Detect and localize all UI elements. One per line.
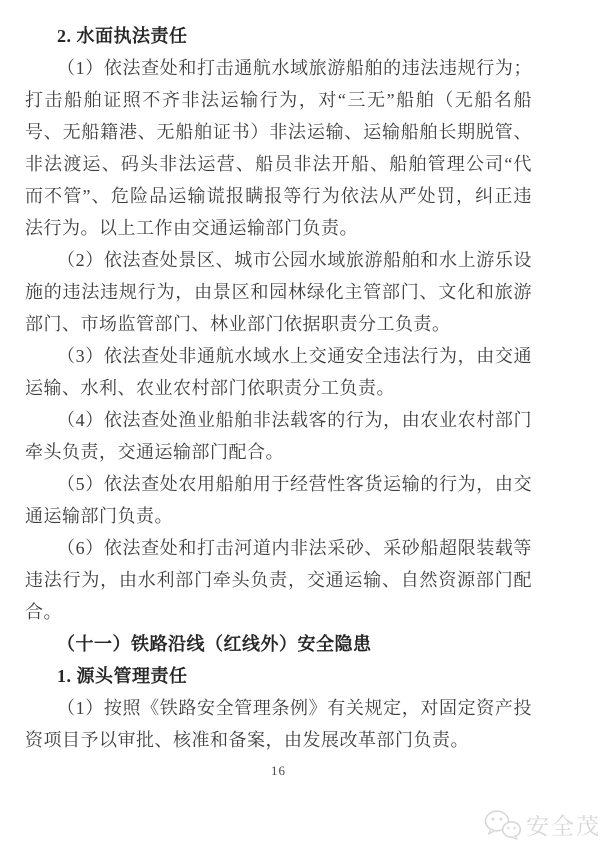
paragraph-water-2: （2）依法查处景区、城市公园水域旅游船舶和水上游乐设施的违法违规行为，由景区和园林绿化主管部门、文化和旅游部门、市场监管部门、林业部门依据职责分工负责。 bbox=[25, 250, 532, 334]
watermark-brand-text: 安全茂 bbox=[526, 814, 601, 839]
paragraph-water-4: （4）依法查处渔业船舶非法载客的行为，由农业农村部门牵头负责，交通运输部门配合。 bbox=[25, 410, 532, 462]
section-heading-railway: （十一）铁路沿线（红线外）安全隐患 bbox=[57, 634, 372, 654]
paragraph-water-5: （5）依法查处农用船舶用于经营性客货运输的行为，由交通运输部门负责。 bbox=[25, 474, 532, 526]
page-number: 16 bbox=[271, 763, 286, 778]
paragraph-water-1: （1）依法查处和打击通航水域旅游船舶的违法违规行为；打击船舶证照不齐非法运输行为，对“三无”船舶（无船名船号、无船籍港、无船舶证书）非法运输、运输船舶长期脱管、非法渡运、码头非法运营、船员非法开船、船舶管理公司“代而不管”、危险品运输谎报瞒报等行为依法从严处罚，纠正违法行为。以上工作由交通运输部门负责。 bbox=[25, 58, 532, 238]
paragraph-water-6: （6）依法查处和打击河道内非法采砂、采砂船超限装载等违法行为，由水利部门牵头负责，交通运输、自然资源部门配合。 bbox=[25, 538, 532, 622]
wechat-icon bbox=[483, 809, 523, 840]
paragraph-water-3: （3）依法查处非通航水域水上交通安全违法行为，由交通运输、水利、农业农村部门依职责分工负责。 bbox=[25, 346, 532, 398]
section-heading-source-management: 1. 源头管理责任 bbox=[57, 666, 188, 686]
watermark bbox=[483, 808, 601, 841]
document-body bbox=[25, 20, 532, 756]
paragraph-railway-1: （1）按照《铁路安全管理条例》有关规定，对固定资产投资项目予以审批、核准和备案，由发展改革部门负责。 bbox=[25, 698, 532, 750]
section-heading-water-enforcement: 2. 水面执法责任 bbox=[57, 26, 188, 46]
